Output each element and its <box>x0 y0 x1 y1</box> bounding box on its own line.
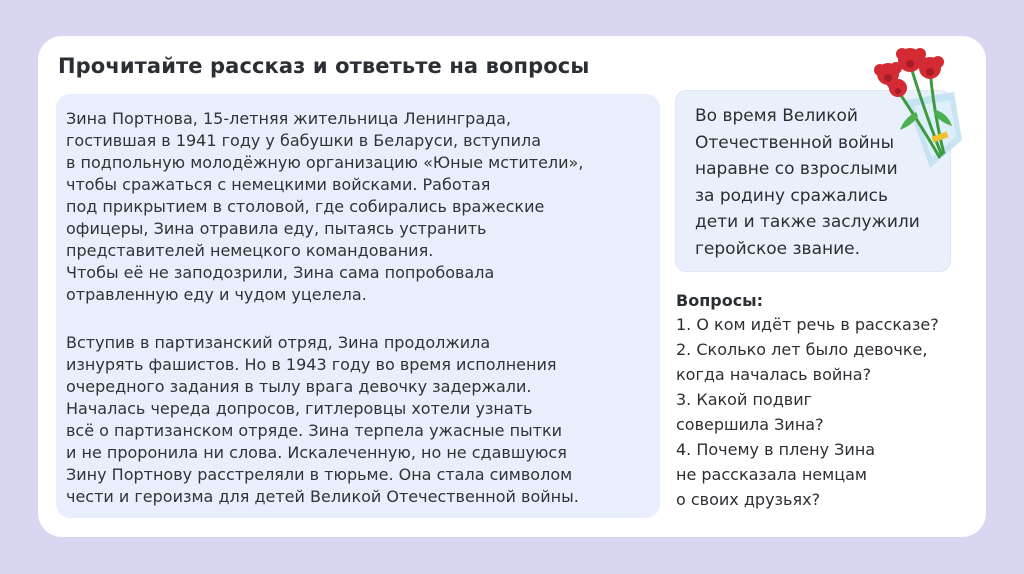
carnation-bouquet-icon <box>858 40 968 170</box>
question-item: 3. Какой подвиг совершила Зина? <box>676 390 824 434</box>
questions-list <box>676 312 976 512</box>
questions-block <box>676 290 976 512</box>
question-item: 1. О ком идёт речь в рассказе? <box>676 315 939 334</box>
question-item: 4. Почему в плену Зина не рассказала немцам о своих друзьях? <box>676 440 876 509</box>
story-paragraph-2: Вступив в партизанский отряд, Зина продолжила изнурять фашистов. Но в 1943 году во время исполнения очередного задания в тылу врага девочку задержали. Началась череда допросов, гитлеровцы хотели узнать всё о партизанском отряде. Зина терпела ужасные пытки и не проронила ни слова. Искалеченную, но не сдавшуюся Зину Портнову расстреляли в тюрьме. Она стала символом чести и героизма для детей Великой Отечественной войны. <box>66 333 579 506</box>
story-panel <box>56 94 660 518</box>
note-text: Во время Великой Отечественной войны наравне со взрослыми за родину сражались дети и также заслужили геройское звание. <box>695 106 920 259</box>
question-item: 2. Сколько лет было девочке, когда началась война? <box>676 340 928 384</box>
story-paragraph-1: Зина Портнова, 15-летняя жительница Ленинграда, гостившая в 1941 году у бабушки в Беларуси, вступила в подпольную молодёжную организацию «Юные мстители», чтобы сражаться с немецкими войсками. Работая под прикрытием в столовой, где собирались вражеские офицеры, Зина отравила еду, пытаясь устранить представителей немецкого командования. Чтобы её не заподозрили, Зина сама попробовала отравленную еду и чудом уцелела. <box>66 109 584 304</box>
questions-heading: Вопросы: <box>676 291 764 310</box>
page-title: Прочитайте рассказ и ответьте на вопросы <box>58 54 590 78</box>
